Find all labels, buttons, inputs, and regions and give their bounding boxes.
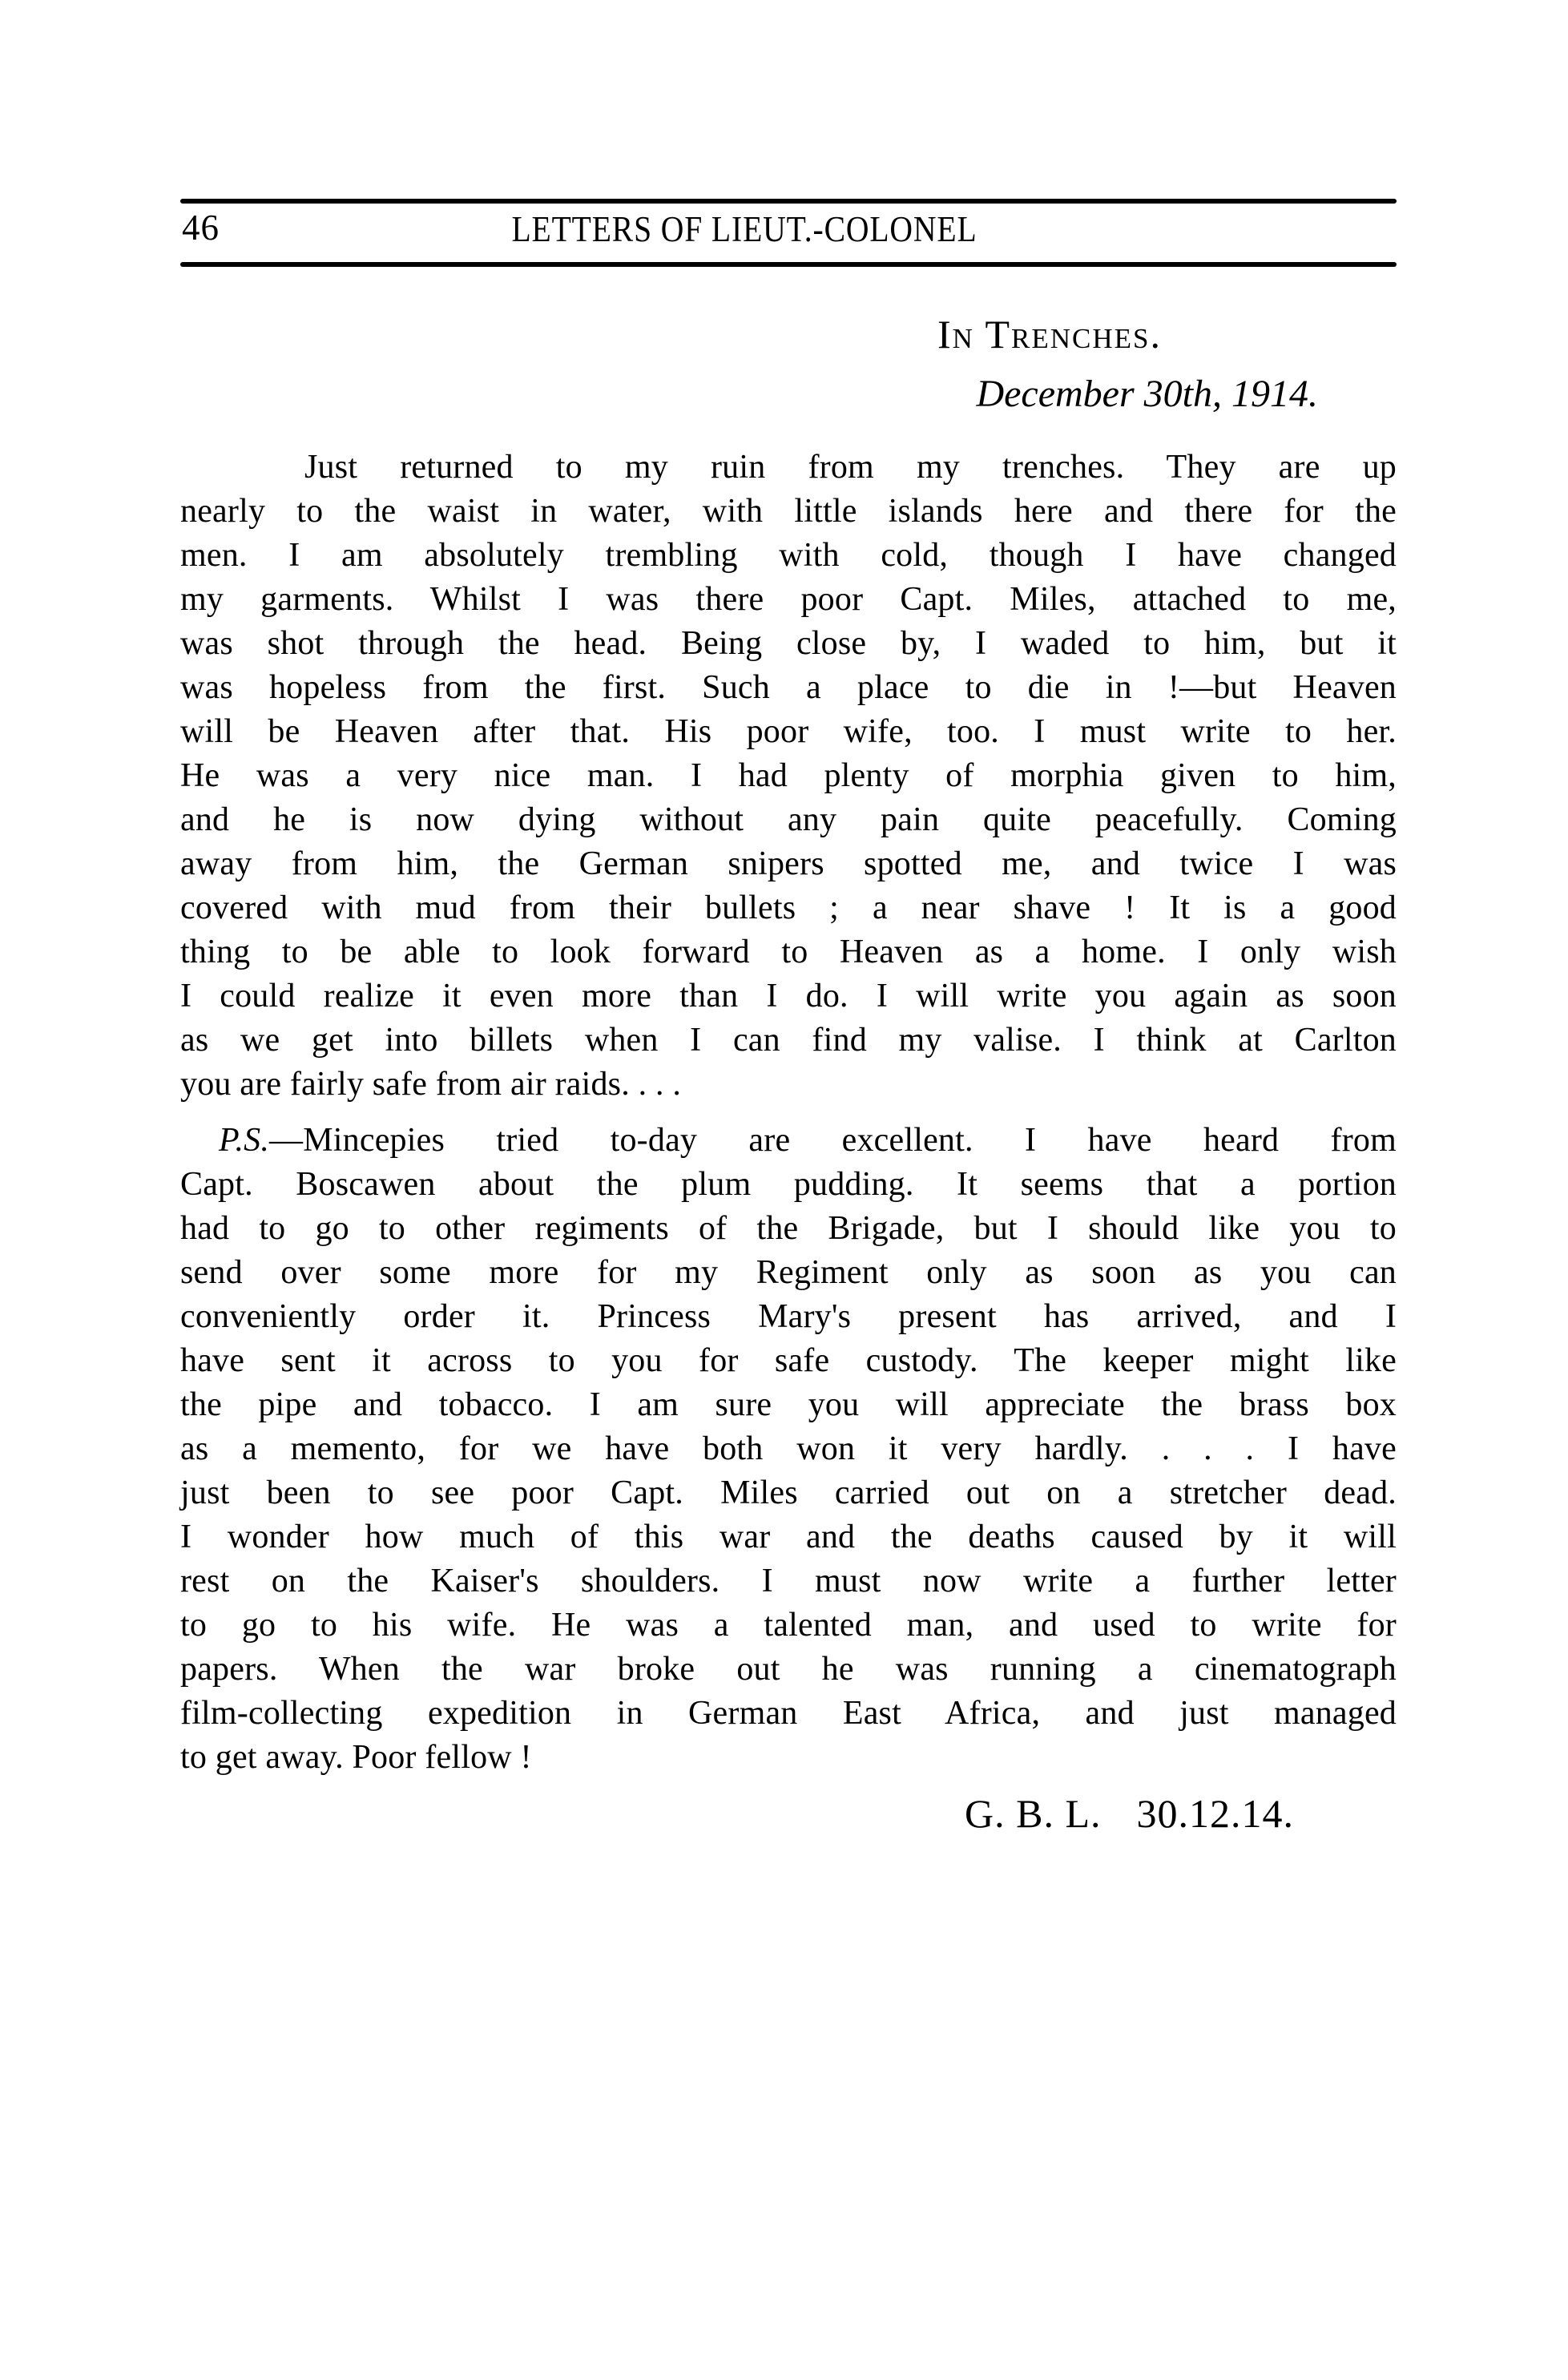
letter-line: you are fairly safe from air raids. . . . <box>180 1066 682 1103</box>
letter-line: and he is now dying without any pain quite peacefully. Coming <box>180 801 1397 838</box>
letter-line: was hopeless from the first. Such a place to die in !—but Heaven <box>180 669 1397 706</box>
letter-line: rest on the Kaiser's shoulders. I must now write a further letter <box>180 1563 1397 1599</box>
letter-line: film-collecting expedition in German East Africa, and just managed <box>180 1695 1397 1732</box>
letter-line: as we get into billets when I can find my valise. I think at Carlton <box>180 1022 1397 1059</box>
letter-dateline: December 30th, 1914. <box>976 373 1318 415</box>
letter-line: the pipe and tobacco. I am sure you will appreciate the brass box <box>180 1386 1397 1423</box>
letter-line: Capt. Boscawen about the plum pudding. It seems that a portion <box>180 1166 1397 1203</box>
letter-line: will be Heaven after that. His poor wife, too. I must write to her. <box>180 713 1397 750</box>
letter-line: my garments. Whilst I was there poor Capt. Miles, attached to me, <box>180 581 1397 618</box>
signature-date: 30.12.14. <box>1136 1791 1294 1836</box>
letter-line: I wonder how much of this war and the deaths caused by it will <box>180 1519 1397 1555</box>
letter-line: nearly to the waist in water, with little islands here and there for the <box>180 493 1397 530</box>
letter-line: He was a very nice man. I had plenty of morphia given to him, <box>180 757 1397 794</box>
letter-line: to go to his wife. He was a talented man, and used to write for <box>180 1607 1397 1644</box>
page-number: 46 <box>182 208 220 248</box>
letter-paragraph <box>180 1119 1397 1780</box>
running-title: LETTERS OF LIEUT.-COLONEL <box>511 209 977 249</box>
letter-line: away from him, the German snipers spotted me, and twice I was <box>180 845 1397 882</box>
letter-signature <box>180 1790 1397 1837</box>
letter-line: to get away. Poor fellow ! <box>180 1739 532 1776</box>
letter-body <box>180 446 1397 1780</box>
postscript-label: P.S. <box>219 1122 270 1159</box>
letter-line: papers. When the war broke out he was running a cinematograph <box>180 1651 1397 1688</box>
letter-line: as a memento, for we have both won it very hardly. . . . I have <box>180 1430 1397 1467</box>
letter-line: I could realize it even more than I do. I will write you again as soon <box>180 978 1397 1015</box>
letter-line: men. I am absolutely trembling with cold, though I have changed <box>180 537 1397 574</box>
letter-line: Just returned to my ruin from my trenches. They are up <box>304 449 1397 486</box>
letter-line: send over some more for my Regiment only as soon as you can <box>180 1254 1397 1291</box>
letter-line: have sent it across to you for safe custody. The keeper might like <box>180 1342 1397 1379</box>
page-header <box>180 199 1397 267</box>
letter-line: P.S.—Mincepies tried to-day are excellent. I have heard from <box>219 1122 1397 1159</box>
letter-line: just been to see poor Capt. Miles carried out on a stretcher dead. <box>180 1474 1397 1511</box>
signature-initials: G. B. L. <box>965 1791 1102 1836</box>
letter-salutation: In Trenches. <box>937 312 1162 357</box>
letter-line: was shot through the head. Being close by, I waded to him, but it <box>180 625 1397 662</box>
letter-line: conveniently order it. Princess Mary's present has arrived, and I <box>180 1298 1397 1335</box>
letter-paragraph <box>180 446 1397 1107</box>
header-rule-bottom <box>180 262 1397 267</box>
letter-line: thing to be able to look forward to Heaven as a home. I only wish <box>180 934 1397 970</box>
letter-line: covered with mud from their bullets ; a near shave ! It is a good <box>180 889 1397 926</box>
letter-line: had to go to other regiments of the Brigade, but I should like you to <box>180 1210 1397 1247</box>
